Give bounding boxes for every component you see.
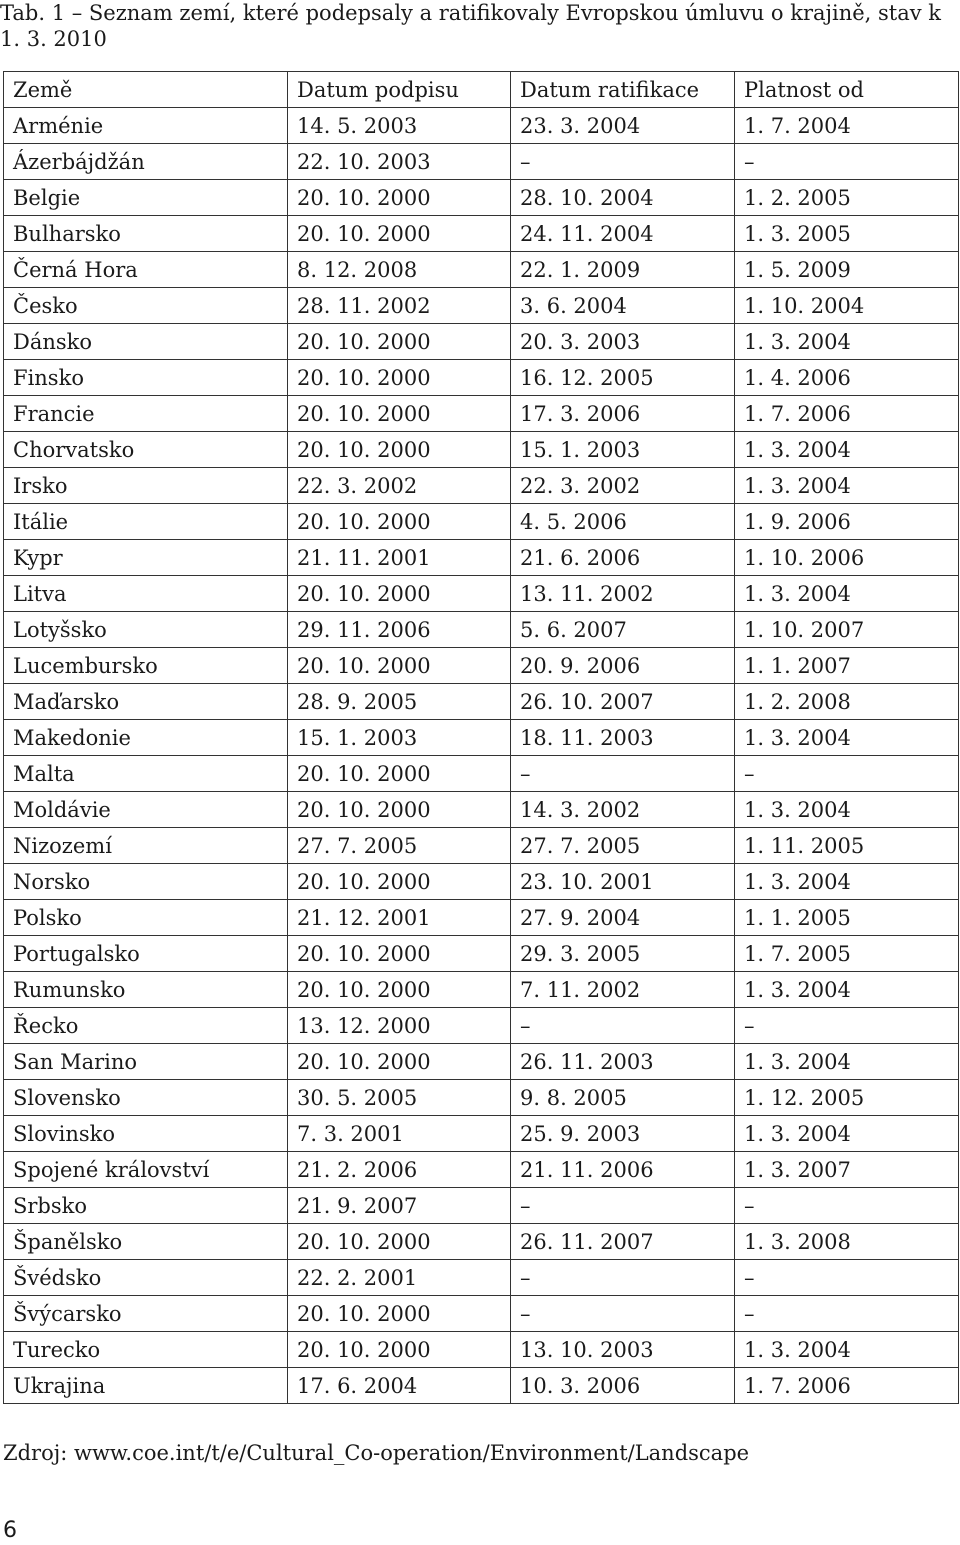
cell-effective-from: 1. 3. 2008: [735, 1224, 959, 1260]
table-row: [4, 1044, 959, 1080]
page-number: 6: [3, 1518, 17, 1543]
cell-effective-from: 1. 10. 2004: [735, 288, 959, 324]
cell-country: Finsko: [4, 360, 288, 396]
cell-ratification-date: 5. 6. 2007: [511, 612, 735, 648]
cell-ratification-date: 7. 11. 2002: [511, 972, 735, 1008]
table-row: [4, 936, 959, 972]
table-row: [4, 1224, 959, 1260]
table-caption: Tab. 1 – Seznam zemí, které podepsaly a ratifikovaly Evropskou úmluvu o krajině, stav k 1. 3. 2010: [0, 1, 942, 51]
cell-effective-from: 1. 4. 2006: [735, 360, 959, 396]
cell-signature-date: 20. 10. 2000: [288, 1296, 511, 1332]
table-row: [4, 504, 959, 540]
cell-country: Rumunsko: [4, 972, 288, 1008]
header-row: [4, 72, 959, 108]
cell-country: San Marino: [4, 1044, 288, 1080]
cell-effective-from: –: [735, 1296, 959, 1332]
cell-ratification-date: 26. 11. 2003: [511, 1044, 735, 1080]
cell-effective-from: 1. 12. 2005: [735, 1080, 959, 1116]
cell-country: Makedonie: [4, 720, 288, 756]
cell-signature-date: 20. 10. 2000: [288, 216, 511, 252]
cell-signature-date: 17. 6. 2004: [288, 1368, 511, 1404]
cell-effective-from: 1. 11. 2005: [735, 828, 959, 864]
cell-ratification-date: 21. 11. 2006: [511, 1152, 735, 1188]
cell-ratification-date: 13. 11. 2002: [511, 576, 735, 612]
cell-signature-date: 20. 10. 2000: [288, 1224, 511, 1260]
cell-signature-date: 20. 10. 2000: [288, 1044, 511, 1080]
cell-ratification-date: –: [511, 144, 735, 180]
cell-effective-from: 1. 1. 2005: [735, 900, 959, 936]
table-row: [4, 576, 959, 612]
table-row: [4, 360, 959, 396]
cell-effective-from: –: [735, 144, 959, 180]
cell-country: Malta: [4, 756, 288, 792]
table-row: [4, 1296, 959, 1332]
table-row: [4, 1188, 959, 1224]
cell-country: Dánsko: [4, 324, 288, 360]
cell-signature-date: 21. 11. 2001: [288, 540, 511, 576]
cell-ratification-date: 9. 8. 2005: [511, 1080, 735, 1116]
cell-ratification-date: 25. 9. 2003: [511, 1116, 735, 1152]
cell-effective-from: 1. 3. 2004: [735, 432, 959, 468]
table-row: [4, 1368, 959, 1404]
cell-effective-from: –: [735, 1260, 959, 1296]
table-row: [4, 540, 959, 576]
cell-country: Srbsko: [4, 1188, 288, 1224]
cell-country: Litva: [4, 576, 288, 612]
cell-country: Černá Hora: [4, 252, 288, 288]
cell-country: Turecko: [4, 1332, 288, 1368]
cell-effective-from: 1. 3. 2004: [735, 1116, 959, 1152]
cell-country: Belgie: [4, 180, 288, 216]
cell-ratification-date: 17. 3. 2006: [511, 396, 735, 432]
cell-country: Polsko: [4, 900, 288, 936]
cell-country: Arménie: [4, 108, 288, 144]
table-row: [4, 720, 959, 756]
cell-ratification-date: 21. 6. 2006: [511, 540, 735, 576]
table-row: [4, 288, 959, 324]
table-row: [4, 792, 959, 828]
cell-country: Ukrajina: [4, 1368, 288, 1404]
cell-effective-from: 1. 10. 2006: [735, 540, 959, 576]
cell-signature-date: 21. 12. 2001: [288, 900, 511, 936]
cell-effective-from: 1. 2. 2008: [735, 684, 959, 720]
cell-signature-date: 21. 9. 2007: [288, 1188, 511, 1224]
cell-ratification-date: 18. 11. 2003: [511, 720, 735, 756]
table-row: [4, 900, 959, 936]
cell-country: Slovensko: [4, 1080, 288, 1116]
cell-effective-from: 1. 3. 2004: [735, 1332, 959, 1368]
table-row: [4, 216, 959, 252]
cell-ratification-date: 26. 11. 2007: [511, 1224, 735, 1260]
table-row: [4, 252, 959, 288]
cell-signature-date: 14. 5. 2003: [288, 108, 511, 144]
cell-country: Francie: [4, 396, 288, 432]
cell-signature-date: 20. 10. 2000: [288, 360, 511, 396]
header-signature-date: Datum podpisu: [288, 72, 511, 108]
cell-signature-date: 28. 9. 2005: [288, 684, 511, 720]
cell-signature-date: 20. 10. 2000: [288, 1332, 511, 1368]
cell-ratification-date: 27. 9. 2004: [511, 900, 735, 936]
table-row: [4, 108, 959, 144]
cell-country: Lucembursko: [4, 648, 288, 684]
cell-ratification-date: 23. 3. 2004: [511, 108, 735, 144]
cell-ratification-date: 4. 5. 2006: [511, 504, 735, 540]
cell-country: Švýcarsko: [4, 1296, 288, 1332]
cell-country: Švédsko: [4, 1260, 288, 1296]
cell-signature-date: 20. 10. 2000: [288, 504, 511, 540]
cell-effective-from: 1. 3. 2004: [735, 324, 959, 360]
table-row: [4, 396, 959, 432]
cell-country: Maďarsko: [4, 684, 288, 720]
cell-ratification-date: 10. 3. 2006: [511, 1368, 735, 1404]
cell-signature-date: 20. 10. 2000: [288, 396, 511, 432]
cell-signature-date: 20. 10. 2000: [288, 792, 511, 828]
table-row: [4, 1152, 959, 1188]
cell-country: Kypr: [4, 540, 288, 576]
header-effective-from: Platnost od: [735, 72, 959, 108]
cell-effective-from: 1. 3. 2005: [735, 216, 959, 252]
cell-signature-date: 22. 3. 2002: [288, 468, 511, 504]
cell-country: Česko: [4, 288, 288, 324]
cell-effective-from: 1. 3. 2004: [735, 468, 959, 504]
cell-signature-date: 20. 10. 2000: [288, 180, 511, 216]
cell-signature-date: 13. 12. 2000: [288, 1008, 511, 1044]
cell-ratification-date: –: [511, 1260, 735, 1296]
convention-table: [3, 71, 959, 1404]
table-row: [4, 612, 959, 648]
table-row: [4, 756, 959, 792]
source-note: Zdroj: www.coe.int/t/e/Cultural_Co-operation/Environment/Landscape: [3, 1441, 750, 1465]
cell-signature-date: 20. 10. 2000: [288, 864, 511, 900]
table-header: [4, 72, 959, 108]
cell-ratification-date: –: [511, 756, 735, 792]
cell-signature-date: 28. 11. 2002: [288, 288, 511, 324]
cell-ratification-date: 20. 3. 2003: [511, 324, 735, 360]
table-row: [4, 1080, 959, 1116]
cell-signature-date: 15. 1. 2003: [288, 720, 511, 756]
cell-effective-from: 1. 2. 2005: [735, 180, 959, 216]
cell-effective-from: 1. 10. 2007: [735, 612, 959, 648]
table-row: [4, 648, 959, 684]
cell-country: Ázerbájdžán: [4, 144, 288, 180]
cell-ratification-date: 26. 10. 2007: [511, 684, 735, 720]
cell-country: Chorvatsko: [4, 432, 288, 468]
cell-signature-date: 20. 10. 2000: [288, 576, 511, 612]
table-body: [4, 108, 959, 1404]
cell-signature-date: 22. 10. 2003: [288, 144, 511, 180]
cell-effective-from: 1. 3. 2004: [735, 1044, 959, 1080]
cell-effective-from: 1. 7. 2006: [735, 1368, 959, 1404]
cell-country: Portugalsko: [4, 936, 288, 972]
table-row: [4, 144, 959, 180]
cell-effective-from: –: [735, 1008, 959, 1044]
cell-signature-date: 7. 3. 2001: [288, 1116, 511, 1152]
table-row: [4, 468, 959, 504]
table-row: [4, 1332, 959, 1368]
cell-ratification-date: 27. 7. 2005: [511, 828, 735, 864]
cell-signature-date: 30. 5. 2005: [288, 1080, 511, 1116]
cell-country: Nizozemí: [4, 828, 288, 864]
cell-ratification-date: 3. 6. 2004: [511, 288, 735, 324]
cell-signature-date: 20. 10. 2000: [288, 972, 511, 1008]
cell-effective-from: 1. 3. 2004: [735, 864, 959, 900]
cell-ratification-date: –: [511, 1296, 735, 1332]
cell-effective-from: 1. 7. 2006: [735, 396, 959, 432]
cell-signature-date: 20. 10. 2000: [288, 432, 511, 468]
cell-ratification-date: 28. 10. 2004: [511, 180, 735, 216]
cell-ratification-date: 23. 10. 2001: [511, 864, 735, 900]
cell-ratification-date: –: [511, 1008, 735, 1044]
header-ratification-date: Datum ratifikace: [511, 72, 735, 108]
cell-ratification-date: 29. 3. 2005: [511, 936, 735, 972]
cell-country: Lotyšsko: [4, 612, 288, 648]
cell-signature-date: 20. 10. 2000: [288, 648, 511, 684]
cell-signature-date: 20. 10. 2000: [288, 756, 511, 792]
cell-signature-date: 27. 7. 2005: [288, 828, 511, 864]
cell-signature-date: 22. 2. 2001: [288, 1260, 511, 1296]
cell-effective-from: –: [735, 1188, 959, 1224]
cell-signature-date: 29. 11. 2006: [288, 612, 511, 648]
cell-ratification-date: 16. 12. 2005: [511, 360, 735, 396]
cell-country: Moldávie: [4, 792, 288, 828]
cell-country: Slovinsko: [4, 1116, 288, 1152]
cell-effective-from: 1. 7. 2005: [735, 936, 959, 972]
cell-signature-date: 20. 10. 2000: [288, 936, 511, 972]
cell-country: Španělsko: [4, 1224, 288, 1260]
cell-effective-from: 1. 7. 2004: [735, 108, 959, 144]
cell-country: Irsko: [4, 468, 288, 504]
table-row: [4, 180, 959, 216]
cell-ratification-date: 22. 3. 2002: [511, 468, 735, 504]
cell-effective-from: 1. 3. 2004: [735, 576, 959, 612]
header-country: Země: [4, 72, 288, 108]
cell-country: Spojené království: [4, 1152, 288, 1188]
table-row: [4, 972, 959, 1008]
cell-effective-from: 1. 3. 2004: [735, 792, 959, 828]
cell-effective-from: 1. 5. 2009: [735, 252, 959, 288]
cell-effective-from: 1. 3. 2004: [735, 720, 959, 756]
cell-ratification-date: 13. 10. 2003: [511, 1332, 735, 1368]
cell-ratification-date: 15. 1. 2003: [511, 432, 735, 468]
cell-country: Řecko: [4, 1008, 288, 1044]
cell-effective-from: 1. 3. 2004: [735, 972, 959, 1008]
cell-ratification-date: 14. 3. 2002: [511, 792, 735, 828]
cell-ratification-date: 22. 1. 2009: [511, 252, 735, 288]
table-row: [4, 324, 959, 360]
cell-country: Bulharsko: [4, 216, 288, 252]
cell-effective-from: 1. 1. 2007: [735, 648, 959, 684]
table-row: [4, 864, 959, 900]
cell-country: Itálie: [4, 504, 288, 540]
cell-ratification-date: 20. 9. 2006: [511, 648, 735, 684]
cell-signature-date: 8. 12. 2008: [288, 252, 511, 288]
table-row: [4, 1116, 959, 1152]
cell-effective-from: 1. 3. 2007: [735, 1152, 959, 1188]
cell-effective-from: 1. 9. 2006: [735, 504, 959, 540]
cell-effective-from: –: [735, 756, 959, 792]
cell-ratification-date: 24. 11. 2004: [511, 216, 735, 252]
table-row: [4, 432, 959, 468]
cell-country: Norsko: [4, 864, 288, 900]
table-row: [4, 684, 959, 720]
table-row: [4, 1260, 959, 1296]
table-row: [4, 828, 959, 864]
cell-signature-date: 20. 10. 2000: [288, 324, 511, 360]
cell-signature-date: 21. 2. 2006: [288, 1152, 511, 1188]
cell-ratification-date: –: [511, 1188, 735, 1224]
table-row: [4, 1008, 959, 1044]
